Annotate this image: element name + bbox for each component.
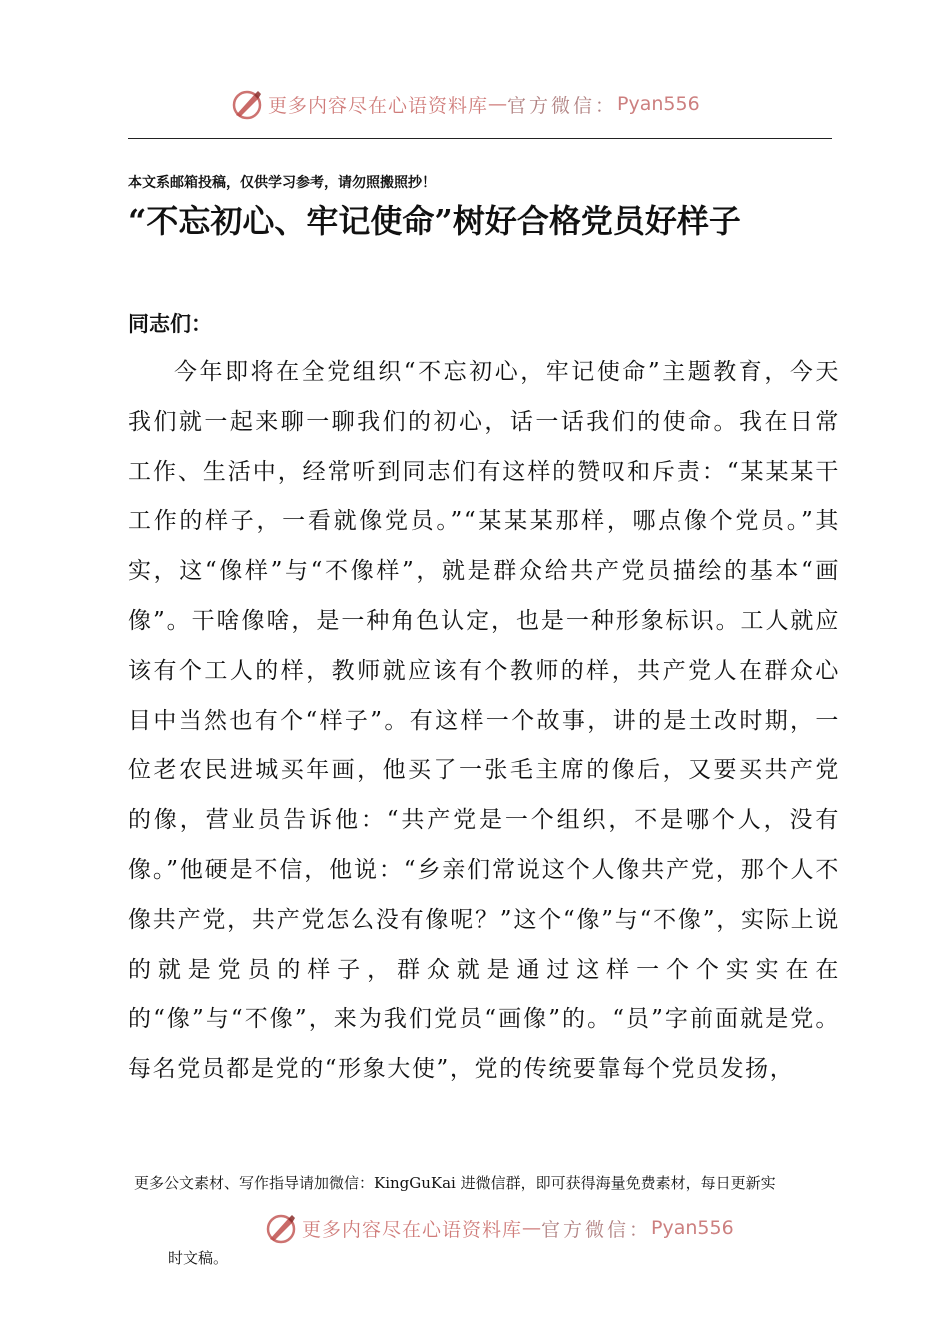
footer-note-continuation: 时文稿。 — [168, 1249, 229, 1267]
header-divider — [128, 138, 832, 139]
body-paragraph: 今年即将在全党组织“不忘初心，牢记使命”主题教育，今天我们就一起来聊一聊我们的初心，话一话我们的使命。我在日常工作、生活中，经常听到同志们有这样的赞叹和斥责：“某某某干工作的样子，一看就像党员。”“某某某那样，哪点像个党员。”其实，这“像样”与“不像样”，就是群众给共产党员描绘的基本“画像”。干啥像啥，是一种角色认定，也是一种形象标识。工人就应该有个工人的样，教师就应该有个教师的样，共产党人在群众心目中当然也有个“样子”。有这样一个故事，讲的是土改时期，一位老农民进城买年画，他买了一张毛主席的像后，又要买共产党的像，营业员告诉他：“共产党是一个组织，不是哪个人，没有像。”他硬是不信，他说：“乡亲们常说这个人像共产党，那个人不像共产党，共产党怎么没有像呢？”这个“像”与“不像”，实际上说的就是党员的样子，群众就是通过这样一个个实实在在的“像”与“不像”，来为我们党员“画像”的。“员”字前面就是党。每名党员都是党的“形象大使”，党的传统要靠每个党员发扬， — [128, 359, 840, 1083]
watermark-wechat-id: Pyan556 — [651, 1217, 734, 1239]
disclaimer: 本文系邮箱投稿，仅供学习参考，请勿照搬照抄！ — [128, 175, 436, 191]
footer-watermark-banner — [264, 1208, 734, 1248]
salutation: 同志们： — [128, 312, 212, 336]
watermark-wechat-label: 官方微信： — [507, 94, 618, 117]
document-title: “不忘初心、牢记使命”树好合格党员好样子 — [128, 202, 741, 240]
footer-note: 更多公文素材、写作指导请加微信：KingGuKai 进微信群，即可获得海量免费素材，每日更新实 — [134, 1174, 776, 1192]
watermark-text: 更多内容尽在心语资料库 — [268, 94, 489, 117]
watermark-wechat-label: 官方微信： — [541, 1218, 652, 1241]
pen-logo-icon — [264, 1211, 298, 1245]
watermark-separator: — — [522, 1217, 542, 1239]
watermark-text: 更多内容尽在心语资料库 — [302, 1218, 523, 1241]
header-watermark-banner — [230, 84, 700, 124]
pen-logo-icon — [230, 87, 264, 121]
watermark-separator: — — [488, 93, 508, 115]
watermark-wechat-id: Pyan556 — [617, 93, 700, 115]
